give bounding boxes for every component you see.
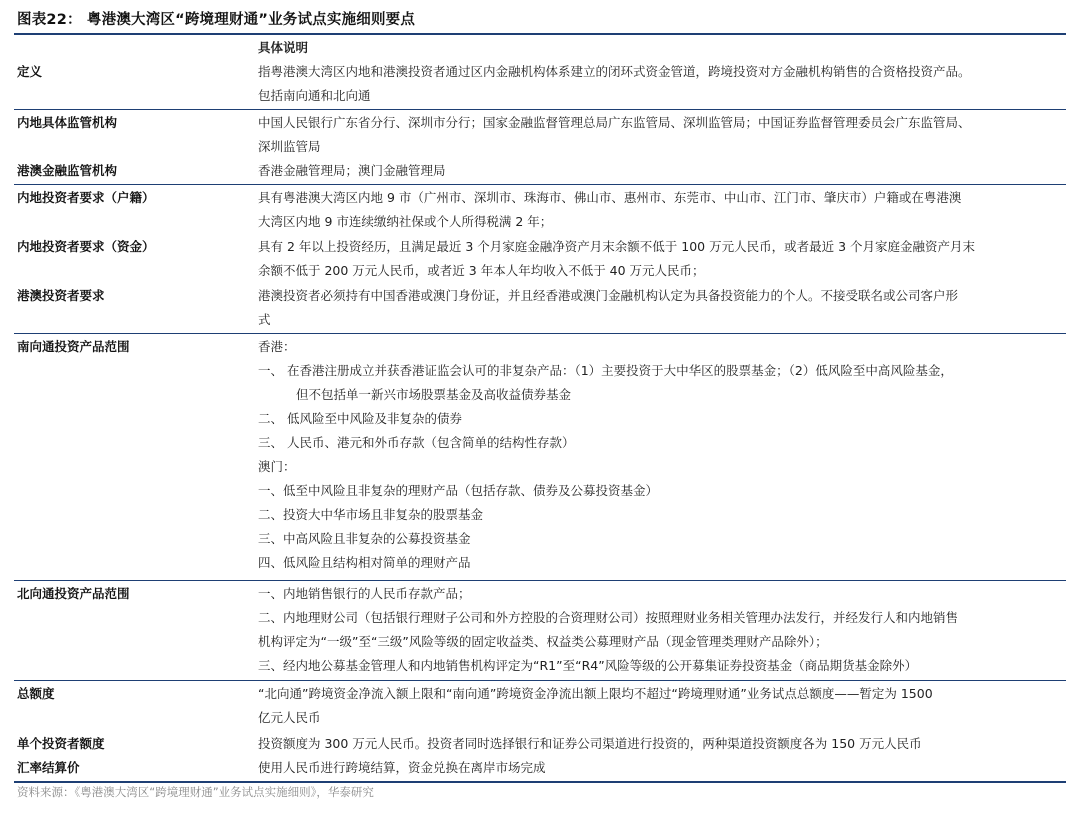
content-line: 港澳投资者必须持有中国香港或澳门身份证，并且经香港或澳门金融机构认定为具备投资能力的个人。不接受联名或公司客户形 <box>258 288 959 303</box>
content-line: 四、低风险且结构相对简单的理财产品 <box>258 555 471 570</box>
content-line: 二、内地理财公司（包括银行理财子公司和外方控股的合资理财公司）按照理财业务相关管理办法发行，并经发行人和内地销售 <box>258 610 959 625</box>
content-line: 深圳监管局 <box>258 139 321 154</box>
content-line: 香港： <box>258 339 296 354</box>
row-content-hkmo-regulators <box>258 159 1064 183</box>
row-label-southbound-products: 南向通投资产品范围 <box>17 339 130 354</box>
content-line: 但不包括单一新兴市场股票基金及高收益债券基金 <box>296 387 572 402</box>
content-line: 三、中高风险且非复杂的公募投资基金 <box>258 531 471 546</box>
row-content-mainland-investor-assets <box>258 235 1064 283</box>
content-line: 大湾区内地 9 市连续缴纳社保或个人所得税满 2 年； <box>258 214 553 229</box>
content-line: 具有 2 年以上投资经历，且满足最近 3 个月家庭金融净资产月末余额不低于 100 万元人民币，或者最近 3 个月家庭金融资产月末 <box>258 239 976 254</box>
row-content-definition <box>258 60 1064 108</box>
top-rule <box>14 33 1066 35</box>
source-note: 资料来源：《粤港澳大湾区“跨境理财通”业务试点实施细则》，华泰研究 <box>17 785 374 799</box>
row-content-northbound-products <box>258 582 1064 678</box>
row-label-total-quota: 总额度 <box>17 686 55 701</box>
row-divider <box>14 580 1066 581</box>
content-line: 具有粤港澳大湾区内地 9 市（广州市、深圳市、珠海市、佛山市、惠州市、东莞市、中山市、江门市、肇庆市）户籍或在粤港澳 <box>258 190 962 205</box>
row-label-hkmo-regulators: 港澳金融监管机构 <box>17 163 118 178</box>
row-content-individual-quota <box>258 732 1064 756</box>
content-line: 二、 低风险至中风险及非复杂的债券 <box>258 411 462 426</box>
content-line: 式 <box>258 312 271 327</box>
content-line: 一、 在香港注册成立并获香港证监会认可的非复杂产品：（1）主要投资于大中华区的股票基金；（2）低风险至中高风险基金， <box>258 363 953 378</box>
row-content-total-quota <box>258 682 1064 730</box>
content-line: 包括南向通和北向通 <box>258 88 371 103</box>
row-divider <box>14 333 1066 334</box>
column-header <box>258 36 1064 60</box>
row-divider <box>14 680 1066 681</box>
row-label-hkmo-investor: 港澳投资者要求 <box>17 288 105 303</box>
row-label-fx-settlement: 汇率结算价 <box>17 760 80 775</box>
content-line: “北向通”跨境资金净流入额上限和“南向通”跨境资金净流出额上限均不超过“跨境理财通”业务试点总额度——暂定为 1500 <box>258 686 933 701</box>
content-line: 二、投资大中华市场且非复杂的股票基金 <box>258 507 484 522</box>
content-line: 一、低至中风险且非复杂的理财产品（包括存款、债券及公募投资基金） <box>258 483 659 498</box>
row-divider <box>14 109 1066 110</box>
content-line: 余额不低于 200 万元人民币，或者近 3 年本人年均收入不低于 40 万元人民币； <box>258 263 705 278</box>
row-label-definition: 定义 <box>17 64 43 79</box>
row-label-mainland-investor-residency: 内地投资者要求（户籍） <box>17 190 155 205</box>
content-line: 三、 人民币、港元和外币存款（包含简单的结构性存款） <box>258 435 575 450</box>
row-content-southbound-products <box>258 335 1064 575</box>
row-content-mainland-regulators <box>258 111 1064 159</box>
content-line: 中国人民银行广东省分行、深圳市分行；国家金融监督管理总局广东监管局、深圳监管局；中国证券监督管理委员会广东监管局、 <box>258 115 971 130</box>
row-label-mainland-investor-assets: 内地投资者要求（资金） <box>17 239 155 254</box>
row-label-individual-quota: 单个投资者额度 <box>17 736 105 751</box>
row-label-mainland-regulators: 内地具体监管机构 <box>17 115 118 130</box>
content-line: 香港金融管理局；澳门金融管理局 <box>258 163 446 178</box>
row-divider <box>14 184 1066 185</box>
content-line: 指粤港澳大湾区内地和港澳投资者通过区内金融机构体系建立的闭环式资金管道，跨境投资对方金融机构销售的合资格投资产品。 <box>258 64 971 79</box>
row-content-fx-settlement <box>258 756 1064 780</box>
row-content-mainland-investor-residency <box>258 186 1064 234</box>
column-header-text: 具体说明 <box>258 40 309 55</box>
content-line: 澳门： <box>258 459 296 474</box>
figure-title: 图表22： 粤港澳大湾区“跨境理财通”业务试点实施细则要点 <box>17 12 416 28</box>
row-content-hkmo-investor <box>258 284 1064 332</box>
content-line: 机构评定为“一级”至“三级”风险等级的固定收益类、权益类公募理财产品（现金管理类理财产品除外）； <box>258 634 828 649</box>
content-line: 亿元人民币 <box>258 710 321 725</box>
content-line: 投资额度为 300 万元人民币。投资者同时选择银行和证券公司渠道进行投资的，两种渠道投资额度各为 150 万元人民币 <box>258 736 922 751</box>
row-label-northbound-products: 北向通投资产品范围 <box>17 586 130 601</box>
content-line: 三、经内地公募基金管理人和内地销售机构评定为“R1”至“R4”风险等级的公开募集证券投资基金（商品期货基金除外） <box>258 658 918 673</box>
content-line: 使用人民币进行跨境结算，资金兑换在离岸市场完成 <box>258 760 546 775</box>
content-line: 一、内地销售银行的人民币存款产品； <box>258 586 471 601</box>
